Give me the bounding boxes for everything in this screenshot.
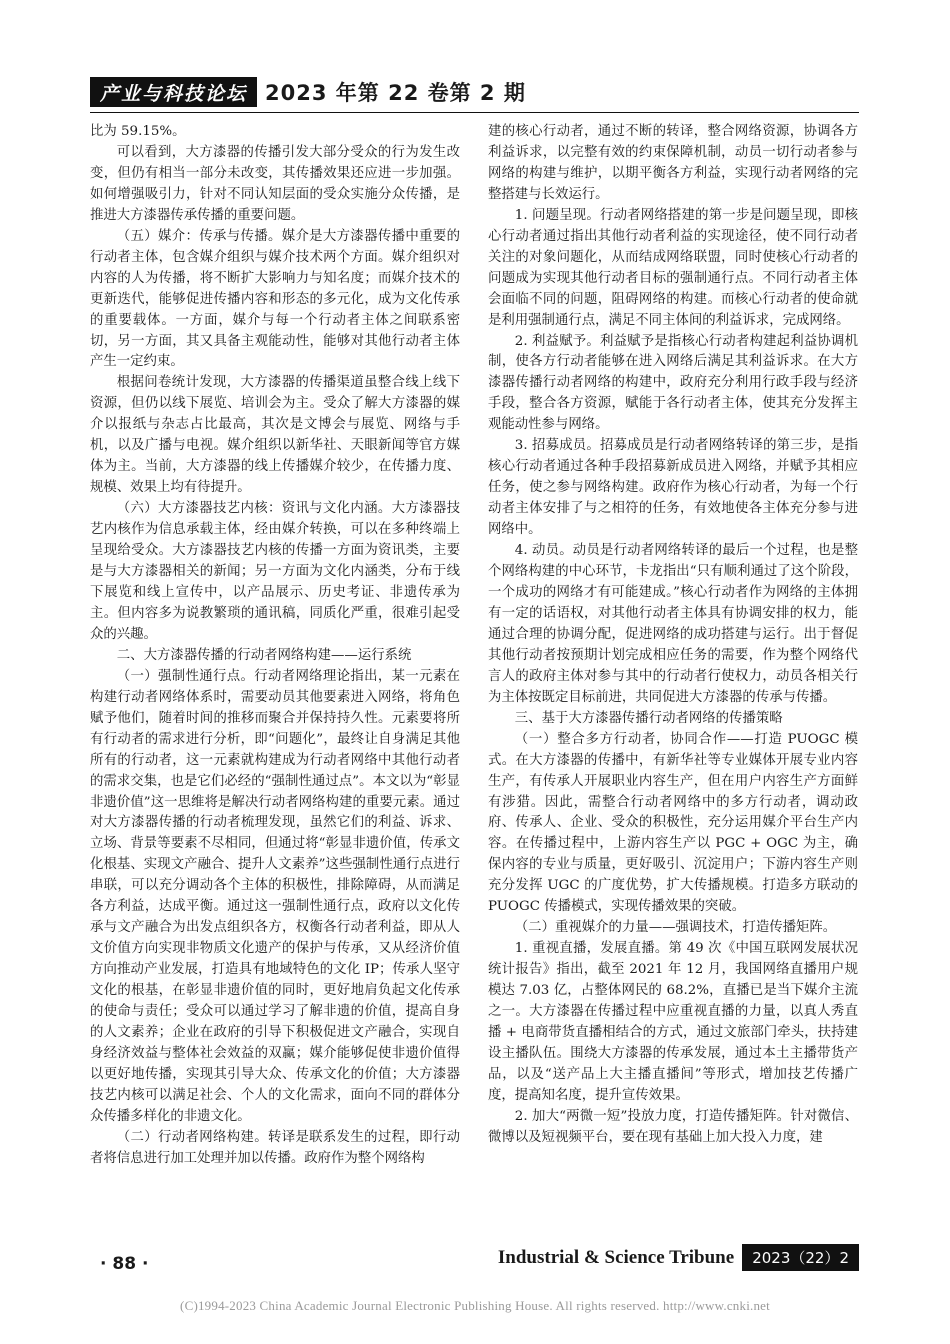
right-column: [488, 122, 858, 1149]
page-number: · 88 ·: [100, 1254, 149, 1274]
paragraph: （二）行动者网络构建。转译是联系发生的过程，即行动者将信息进行加工处理并加以传播。政府作为整个网络构: [90, 1129, 460, 1166]
paragraph: 建的核心行动者，通过不断的转译，整合网络资源，协调各方利益诉求，以完整有效的约束保障机制，动员一切行动者参与网络的构建与维护，以期平衡各方利益，实现行动者网络的完整搭建与长效运行。: [488, 124, 858, 202]
copyright-line: (C)1994-2023 China Academic Journal Electronic Publishing House. All rights reserved. http://www.cnki.net: [180, 1298, 770, 1313]
paragraph: （六）大方漆器技艺内核：资讯与文化内涵。大方漆器技艺内核作为信息承载主体，经由媒介转换，可以在多种终端上呈现给受众。大方漆器技艺内核的传播一方面为资讯类，主要是与大方漆器相关的新闻；另一方面为文化内涵类，分布于线下展览和线上宣传中，以产品展示、历史考证、非遗传承为主。但内容多为说教繁琐的通讯稿，同质化严重，很难引起受众的兴趣。: [90, 501, 460, 642]
paragraph: 可以看到，大方漆器的传播引发大部分受众的行为发生改变，但仍有相当一部分未改变，其传播效果还应进一步加强。如何增强吸引力，针对不同认知层面的受众实施分众传播，是推进大方漆器传承传播的重要问题。: [90, 144, 460, 223]
journal-name-box: 产业与科技论坛: [90, 77, 257, 107]
paragraph: 2. 利益赋予。利益赋予是指核心行动者构建起利益协调机制，使各方行动者能够在进入网络后满足其利益诉求。在大方漆器传播行动者网络的构建中，政府充分利用行政手段与经济手段，整合各方资源，赋能于各行动者主体，使其充分发挥主观能动性参与网络。: [488, 333, 858, 433]
paragraph: （二）重视媒介的力量——强调技术，打造传播矩阵。: [514, 920, 837, 936]
left-column: [90, 122, 460, 1170]
paragraph: 1. 重视直播，发展直播。第 49 次《中国互联网发展状况统计报告》指出，截至 2021 年 12 月，我国网络直播用户规模达 7.03 亿，占整体网民的 68.2%，直播已是当下媒介主流之一。大方漆器在传播过程中应重视直播的力量，以真人秀直播 + 电商带货直播相结合的方式，通过文旅部门牵头，扶持建设主播队伍。围绕大方漆器的传承发展，通过本土主播带货产品，以及“送产品上大主播直播间”等形式，增加技艺传播广度，提高知名度，提升宣传效果。: [488, 941, 858, 1103]
paragraph: 4. 动员。动员是行动者网络转译的最后一个过程，也是整个网络构建的中心环节，卡龙指出“只有顺利通过了这个阶段，一个成功的网络才有可能建成。”核心行动者作为网络的主体拥有一定的话语权，对其他行动者主体具有协调安排的权力，能通过合理的协调分配，促进网络的成功搭建与运行。出于督促其他行动者按预期计划完成相应任务的需要，作为整个网络代言人的政府主体对参与其中的行动者行使权力，动员各相关行为主体按既定目标前进，共同促进大方漆器的传承与传播。: [488, 543, 858, 705]
issue-line: 2023 年第 22 卷第 2 期: [265, 81, 526, 105]
issue-box: 2023（22）2: [742, 1244, 859, 1271]
section-heading: 二、大方漆器传播的行动者网络构建——运行系统: [116, 647, 412, 663]
paragraph: 比为 59.15%。: [90, 124, 186, 139]
section-heading: 三、基于大方漆器传播行动者网络的传播策略: [514, 710, 783, 726]
paragraph: 3. 招募成员。招募成员是行动者网络转译的第三步，是指核心行动者通过各种手段招募新成员进入网络，并赋予其相应任务，使之参与网络构建。政府作为核心行动者，为每一个行动者主体安排了与之相符的任务，有效地使各主体充分参与进网络中。: [488, 438, 858, 538]
paragraph: （五）媒介：传承与传播。媒介是大方漆器传播中重要的行动者主体，包含媒介组织与媒介技术两个方面。媒介组织对内容的人为传播，将不断扩大影响力与知名度；而媒介技术的更新迭代，能够促进传播内容和形态的多元化，成为文化传承的重要载体。一方面，媒介与每一个行动者主体之间联系密切，另一方面，其又具备主观能动性，能够对其他行动者主体产生一定约束。: [90, 228, 460, 370]
journal-english-name: Industrial & Science Tribune: [497, 1246, 735, 1268]
paragraph: 1. 问题呈现。行动者网络搭建的第一步是问题呈现，即核心行动者通过指出其他行动者利益的实现途径，使不同行动者关注的对象问题化，从而结成网络联盟，同时使核心行动者的问题成为实现其他行动者目标的强制通行点。不同行动者主体会面临不同的问题，阻碍网络的构建。而核心行动者的使命就是利用强制通行点，满足不同主体间的利益诉求，完成网络。: [488, 207, 858, 328]
paragraph: 根据问卷统计发现，大方漆器的传播渠道虽整合线上线下资源，但仍以线下展览、培训会为主。受众了解大方漆器的媒介以报纸与杂志占比最高，其次是文博会与展览、网络与手机，以及广播与电视。媒介组织以新华社、天眼新闻等官方媒体为主。当前，大方漆器的线上传播媒介较少，在传播力度、规模、效果上均有待提升。: [90, 375, 460, 496]
paragraph: （一）整合多方行动者，协同合作——打造 PUOGC 模式。在大方漆器的传播中，有新华社等专业媒体开展专业内容生产，有传承人开展职业内容生产，但在用户内容生产方面鲜有涉猎。因此，需整合行动者网络中的多方行动者，调动政府、传承人、企业、受众的积极性，充分运用媒介平台生产内容。在传播过程中，上游内容生产以 PGC + OGC 为主，确保内容的专业与质量，更好吸引、沉淀用户；下游内容生产则充分发挥 UGC 的广度优势，扩大传播规模。打造多方联动的 PUOGC 传播模式，实现传播效果的突破。: [488, 731, 858, 915]
header-rule: [90, 112, 859, 113]
paragraph: （一）强制性通行点。行动者网络理论指出，某一元素在构建行动者网络体系时，需要动员其他要素进入网络，将角色赋予他们，随着时间的推移而聚合并保持持久性。元素要将所有行动者的需求进行分析，即“问题化”，最终让自身满足其他所有的行动者，这一元素就构建成为行动者网络中其他行动者的需求交集，也是它们必经的“强制性通过点”。本文以为“彰显非遗价值”这一思维将是解决行动者网络构建的重要元素。通过对大方漆器传播的行动者梳理发现，虽然它们的利益、诉求、立场、背景等要素不尽相同，但通过将“彰显非遗价值，传承文化根基、实现文产融合、提升人文素养”这些强制性通行点进行串联，可以充分调动各个主体的积极性，排除障碍，从而满足各方利益，达成平衡。通过这一强制性通行点，政府以文化传承与文产融合为出发点组织各方，权衡各行动者利益，即从人文价值方向实现非物质文化遗产的保护与传承，又从经济价值方向推动产业发展，打造具有地域特色的文化 IP；传承人坚守文化的根基，在彰显非遗价值的同时，更好地肩负起文化传承的使命与责任；受众可以通过学习了解非遗的价值，提高自身的人文素养；企业在政府的引导下积极促进文产融合，实现自身经济效益与整体社会效益的双赢；媒介能够促使非遗价值得以更好地传播，实现其引导大众、传承文化的价值；大方漆器技艺内核可以满足社会、个人的文化需求，面向不同的群体分众传播多样化的非遗文化。: [90, 668, 460, 1124]
footer-journal: [498, 1244, 859, 1271]
running-header: [90, 76, 526, 108]
paragraph: 2. 加大“两微一短”投放力度，打造传播矩阵。针对微信、微博以及短视频平台，要在现有基础上加大投入力度，建: [488, 1108, 858, 1145]
